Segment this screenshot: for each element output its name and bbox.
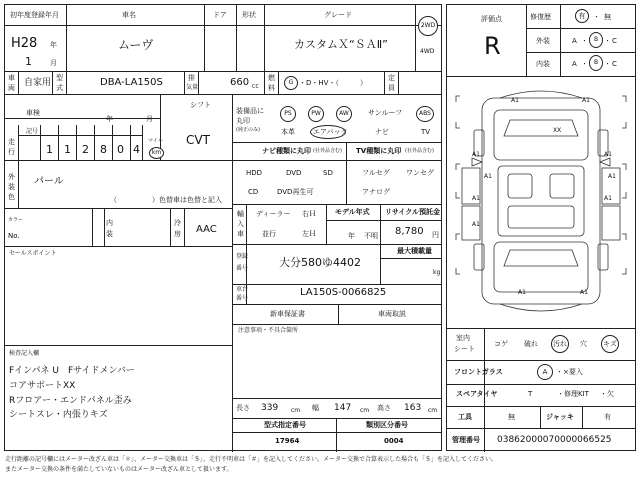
score-label: 評価点 — [481, 15, 502, 23]
chassis-label: 車台 — [236, 286, 249, 293]
tv-title-sub: (社外品含む) — [405, 148, 434, 154]
model-year-unknown: 不明 — [364, 232, 378, 240]
recycle-label: リサイクル預託金 — [385, 208, 441, 216]
divider — [384, 71, 385, 94]
divider — [232, 398, 442, 399]
width-unit: cm — [360, 407, 370, 414]
spare-t: T — [528, 390, 533, 398]
width-value: 147 — [334, 403, 352, 413]
displacement: 660 — [230, 77, 250, 88]
inspector-line: Fインパネ U Fサイドメンバー — [9, 366, 135, 376]
divider — [246, 204, 247, 244]
divider — [232, 324, 442, 325]
divider — [184, 71, 185, 94]
chassis-label-2: 番号 — [236, 295, 249, 302]
divider — [94, 125, 95, 160]
class-designation-label: 類別区分番号 — [366, 421, 408, 429]
divider — [232, 160, 442, 161]
divider — [380, 258, 442, 259]
fuel-gas-circle: G — [284, 76, 298, 90]
equip-leather: 本革 — [281, 128, 295, 136]
divider — [58, 125, 59, 160]
car-name-label: 車名 — [122, 11, 136, 19]
divider — [104, 208, 105, 246]
divider — [4, 118, 160, 119]
sep: ・ — [604, 60, 611, 68]
damage-mark: A1 — [484, 173, 492, 180]
divider — [446, 384, 636, 385]
divider — [4, 246, 232, 247]
equip-abs-circle: ABS — [416, 106, 434, 122]
equip-tv: TV — [421, 128, 431, 136]
damage-mark: A1 — [608, 173, 616, 180]
usage-label: 車 — [8, 74, 15, 82]
import-rhd: 右Ｈ — [302, 210, 316, 218]
inspection-year: 年 — [106, 115, 113, 123]
seat-burn: コゲ — [494, 340, 508, 348]
jack-label: ジャッキ — [546, 413, 574, 421]
divider — [4, 71, 442, 72]
mile-label: マイル — [148, 138, 163, 144]
chassis-number: LA150S-0066825 — [300, 287, 387, 298]
equipment-label: 装備品に — [236, 107, 264, 115]
sep: ・ — [604, 37, 611, 45]
navi-dvd: DVD — [286, 169, 302, 177]
mileage-digit: 4 — [133, 143, 140, 156]
divider — [264, 4, 265, 71]
divider — [446, 328, 636, 329]
navi-title-sub: (社外品含む) — [313, 148, 342, 154]
width-label: 幅 — [312, 404, 319, 412]
divider — [326, 220, 442, 221]
reg-era: H28 — [11, 36, 38, 51]
equip-aw-circle: AW — [336, 106, 352, 122]
divider — [582, 406, 583, 428]
divider — [526, 4, 527, 76]
damage-mark: A1 — [518, 289, 526, 296]
damage-mark: A1 — [582, 97, 590, 104]
mileage-digit: 8 — [100, 143, 107, 156]
drive-2wd-circle: 2WD — [418, 16, 438, 36]
plate-label-2: 番号 — [236, 265, 249, 272]
equip-sunroof: サンルーフ — [368, 109, 403, 117]
seat-label-2: シート — [454, 345, 475, 353]
damage-mark: A1 — [472, 151, 480, 158]
recycle-unit: 円 — [432, 231, 439, 239]
divider — [526, 28, 636, 29]
divider — [18, 135, 142, 136]
plate-label: 登録 — [236, 253, 249, 260]
plate-number: 大分580ゆ4402 — [279, 256, 361, 269]
grade-label: グレード — [324, 11, 352, 19]
divider — [130, 125, 131, 160]
import-lhd: 左Ｈ — [302, 230, 316, 238]
mileage-digit: 0 — [117, 143, 124, 156]
divider — [236, 4, 237, 71]
divider — [446, 360, 636, 361]
vehicle-manual: 車両取説 — [378, 310, 406, 318]
footer-note-2: またメーター交換の条件を満たしていないものはメーター改ざん車として扱います。 — [5, 466, 233, 473]
navi-sd: SD — [323, 169, 333, 177]
divider — [232, 418, 442, 419]
divider — [66, 71, 67, 94]
divider — [326, 204, 327, 244]
seat-label: 室内 — [456, 334, 470, 342]
shift-label: シフト — [190, 101, 211, 109]
ext-grade-b-circle: B — [589, 32, 603, 48]
damage-mark: A1 — [511, 97, 519, 104]
inspector-line: Rフロアー・エンドパネル歪み — [9, 396, 132, 406]
tv-analog: アナログ — [362, 188, 390, 196]
mileage-label: 走 — [8, 138, 15, 146]
length-value: 339 — [261, 403, 279, 413]
interior-label-2: 装 — [106, 230, 113, 238]
mileage-note-label: 記号 — [26, 128, 39, 135]
equip-pw-circle: PW — [308, 106, 324, 122]
repair-no: 無 — [604, 13, 611, 21]
navi-dvd-play: DVD再生可 — [277, 188, 314, 196]
exterior-grade-label: 外装 — [536, 37, 550, 45]
repair-yes-circle: 有 — [575, 9, 589, 23]
divider — [198, 71, 199, 94]
divider — [264, 71, 265, 94]
divider — [338, 304, 339, 324]
divider — [142, 125, 143, 160]
divider — [346, 142, 347, 204]
type-designation-label: 型式指定番号 — [264, 421, 306, 429]
damage-mark: A1 — [472, 195, 480, 202]
footer-note-1: 走行距離の記号欄にはメーター改ざん車は「＊」、メーター交換車は「＄」、走行不明車は「＃」を記入してください。メーター交換で合算表示した場合も「＄」を記入してください。 — [5, 456, 498, 463]
divider — [232, 204, 442, 205]
new-car-warranty: 新車保証書 — [270, 310, 305, 318]
height-label: 高さ — [377, 404, 391, 412]
seat-tear: 破れ — [524, 340, 538, 348]
equipment-label-2: 丸印 — [236, 117, 250, 125]
exterior-color: パール — [34, 176, 64, 187]
fuel-label-2: 料 — [268, 84, 275, 92]
mileage-digit: 2 — [82, 143, 89, 156]
tv-title: TV種類に丸印 — [356, 147, 402, 155]
import-label-2: 入 — [237, 220, 244, 228]
divider — [560, 4, 561, 76]
reg-month: 1 — [25, 55, 32, 68]
seat-scratch-circle: キズ — [601, 335, 619, 353]
divider — [170, 208, 171, 246]
divider — [398, 71, 399, 94]
model-year-label: モデル年式 — [335, 208, 370, 216]
divider — [278, 71, 279, 94]
exterior-color-note: （ ）色替車は色替と記入 — [110, 196, 222, 204]
management-number: 03862000070000066525 — [497, 435, 612, 445]
divider — [204, 4, 205, 71]
length-label: 長さ — [236, 404, 250, 412]
front-glass-rest: ・×要入 — [556, 368, 583, 376]
spare-kit: ・修理KIT — [557, 390, 589, 398]
grade: カスタムＸ“ＳＡⅡ” — [294, 38, 388, 51]
divider — [92, 208, 93, 246]
divider — [4, 208, 232, 209]
inspection-label: 車検 — [26, 109, 40, 117]
divider — [232, 244, 442, 245]
exterior-label-3: 色 — [8, 193, 15, 201]
drive-4wd: 4WD — [420, 48, 435, 55]
recycle-value: 8,780 — [395, 226, 424, 237]
import-label-3: 車 — [237, 230, 244, 238]
shift: CVT — [186, 133, 210, 147]
usage-label-2: 両 — [8, 84, 15, 92]
km-circle: km — [149, 147, 164, 159]
ext-grade-c: C — [612, 37, 617, 45]
divider — [526, 52, 636, 53]
equip-navi: ナビ — [375, 128, 389, 136]
exterior-label: 外 — [8, 173, 15, 181]
type-designation-value: 17964 — [275, 437, 300, 445]
divider — [446, 76, 636, 77]
divider — [232, 142, 442, 143]
disp-label-2: 気量 — [186, 84, 199, 91]
repair-label: 修復歴 — [530, 13, 551, 21]
ext-grade-a: A — [572, 37, 577, 45]
fuel-label: 燃 — [268, 74, 275, 82]
divider — [76, 125, 77, 160]
import-other: 並行 — [262, 230, 276, 238]
front-glass-label: フロントガラス — [454, 368, 503, 376]
reg-year-suffix: 年 — [50, 41, 57, 49]
ac-label-2: 房 — [174, 230, 181, 238]
interior-grade-label: 内装 — [536, 60, 550, 68]
divider — [4, 160, 232, 161]
damage-mark: A1 — [580, 289, 588, 296]
import-dealer: ディーラー — [256, 210, 291, 218]
navi-title: ナビ種類に丸印 — [262, 147, 311, 155]
divider — [446, 428, 636, 429]
divider — [232, 304, 442, 305]
car-damage-diagram — [448, 82, 634, 322]
import-label: 輸 — [237, 210, 244, 218]
navi-cd: CD — [248, 188, 259, 196]
notes-label: 注意事項・不具合箇所 — [238, 327, 299, 334]
mileage-digit: 1 — [64, 143, 71, 156]
damage-mark: A1 — [604, 195, 612, 202]
sep: ・ — [581, 37, 588, 45]
exterior-label-2: 装 — [8, 183, 15, 191]
divider — [52, 71, 53, 94]
score: R — [484, 32, 501, 60]
interior-label: 内 — [106, 219, 113, 227]
divider — [18, 71, 19, 94]
sep: ・ — [581, 60, 588, 68]
sales-point-label: セールスポイント — [9, 250, 57, 257]
disp-unit: CC — [252, 84, 259, 90]
divider — [446, 406, 636, 407]
divider — [336, 418, 337, 452]
divider — [540, 406, 541, 428]
inspector-line: コアサポートXX — [9, 381, 76, 391]
height-unit: cm — [428, 407, 438, 414]
ac-label: 冷 — [174, 219, 181, 227]
repair-sep: ・ — [593, 13, 600, 21]
shape-label: 形状 — [242, 11, 256, 19]
divider — [232, 284, 442, 285]
divider — [18, 125, 19, 160]
divider — [4, 345, 232, 346]
int-grade-b-circle: B — [589, 55, 603, 71]
mileage-digit: 1 — [46, 143, 53, 156]
int-grade-a: A — [572, 60, 577, 68]
management-label: 管理番号 — [452, 436, 480, 444]
spare-missing: ・欠 — [600, 390, 614, 398]
divider — [184, 208, 185, 246]
ac-value: AAC — [196, 224, 217, 235]
model-year-unit: 年 — [348, 232, 355, 240]
front-glass-a-circle: A — [537, 364, 553, 380]
divider — [66, 4, 67, 71]
color-no-label: カラー — [8, 217, 24, 223]
inspector-label: 検査記入欄 — [9, 350, 40, 357]
car-name: ムーヴ — [118, 38, 154, 52]
inspector-line: シートスレ・内張りキズ — [9, 410, 108, 420]
spare-tire-label: スペアタイヤ — [456, 390, 498, 398]
color-no-label-2: No. — [8, 232, 20, 240]
navi-hdd: HDD — [246, 169, 263, 177]
damage-mark: A1 — [604, 151, 612, 158]
damage-mark: XX — [553, 127, 562, 134]
capacity-label: 定 — [388, 74, 395, 82]
model-label-2: 式 — [56, 84, 63, 92]
usage: 自家用 — [24, 78, 52, 88]
class-designation-value: 0004 — [384, 437, 404, 445]
reg-year-label: 初年度登録年月 — [10, 11, 59, 19]
disp-label: 排 — [188, 74, 195, 82]
door-label: ドア — [213, 11, 227, 19]
damage-mark: A1 — [472, 221, 480, 228]
divider — [18, 160, 19, 208]
divider — [232, 432, 442, 433]
fuel-options: ・D・HV・（ ） — [299, 79, 367, 87]
tools-label: 工具 — [458, 413, 472, 421]
divider — [112, 125, 113, 160]
model-label: 型 — [56, 74, 63, 82]
int-grade-c: C — [612, 60, 617, 68]
reg-month-suffix: 月 — [50, 59, 57, 67]
inspection-month: 月 — [146, 115, 153, 123]
divider — [4, 25, 442, 26]
seat-hole: 穴 — [580, 340, 587, 348]
model: DBA-LA150S — [100, 77, 163, 88]
equipment-label-3: (純正のみ) — [236, 127, 260, 133]
equip-airbag: エアバック — [313, 128, 348, 136]
divider — [4, 94, 442, 95]
divider — [415, 4, 416, 71]
height-value: 163 — [404, 403, 422, 413]
seat-dirt-circle: 汚れ — [551, 335, 569, 353]
tv-fullseg: フルセグ — [362, 169, 390, 177]
length-unit: cm — [291, 407, 301, 414]
tools-value: 無 — [508, 413, 515, 421]
divider — [40, 125, 41, 160]
max-load-label: 最大積載量 — [397, 247, 432, 255]
jack-value: 有 — [604, 413, 611, 421]
equip-ps-circle: PS — [280, 106, 296, 122]
max-load-unit: kg — [433, 269, 441, 276]
capacity-label-2: 員 — [388, 84, 395, 92]
tv-oneseg: ワンセグ — [406, 169, 434, 177]
mileage-label-2: 行 — [8, 148, 15, 156]
